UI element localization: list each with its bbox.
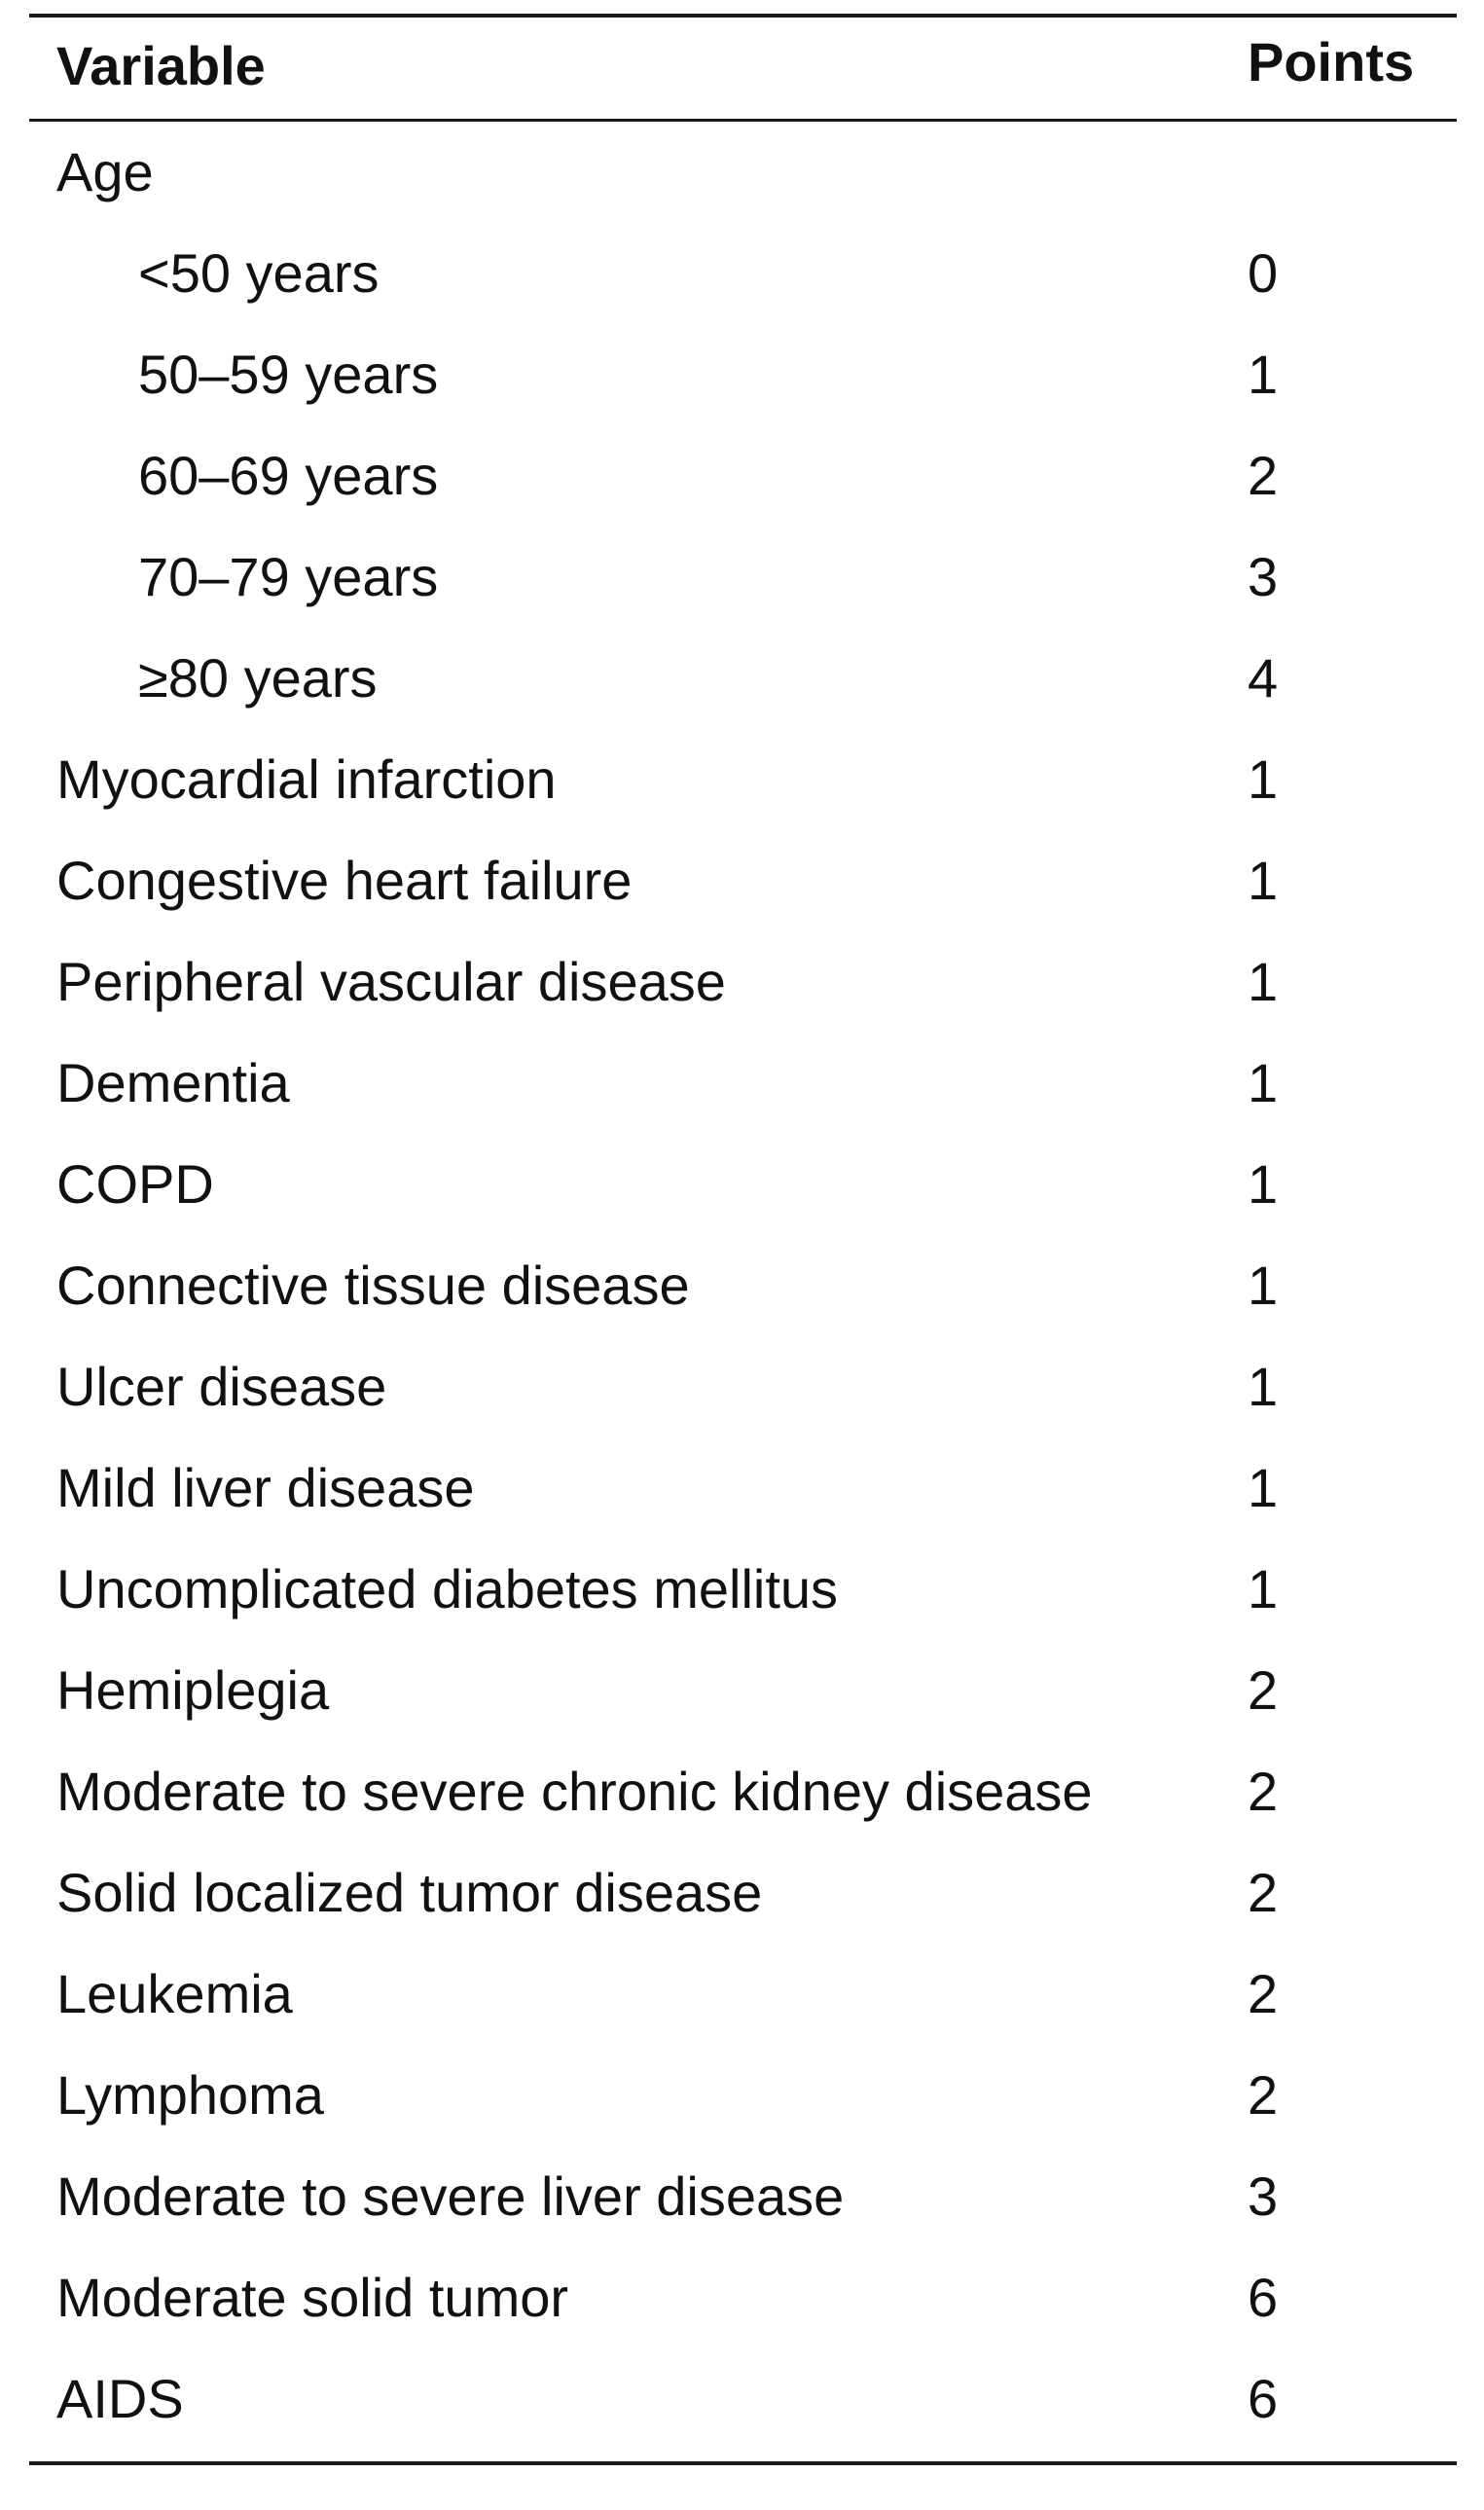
table-row — [29, 1842, 1457, 1944]
row-points-value: 1 — [1248, 1153, 1279, 1215]
table-row — [29, 1033, 1457, 1134]
table-row — [29, 2146, 1457, 2247]
row-variable-label: 60–69 years — [138, 445, 439, 506]
row-variable-label: Peripheral vascular disease — [56, 951, 726, 1012]
row-points-value: 1 — [1248, 344, 1279, 405]
table-body — [29, 122, 1457, 2461]
row-points-value: 2 — [1248, 1862, 1279, 1923]
row-variable-label: Uncomplicated diabetes mellitus — [56, 1558, 839, 1619]
table-row — [29, 1336, 1457, 1437]
table-bottom-rule — [29, 2461, 1457, 2465]
row-points-value: 1 — [1248, 1558, 1279, 1619]
row-variable-label: 70–79 years — [138, 546, 439, 607]
header-points: Points — [1248, 31, 1415, 92]
row-points-value: 2 — [1248, 1761, 1279, 1822]
table-row — [29, 729, 1457, 830]
table-row — [29, 1134, 1457, 1235]
row-points-value: 2 — [1248, 1963, 1279, 2024]
row-points-value: 3 — [1248, 546, 1279, 607]
row-variable-label: <50 years — [138, 242, 380, 304]
row-points-value: 2 — [1248, 2064, 1279, 2126]
row-variable-label: COPD — [56, 1153, 214, 1215]
row-variable-label: 50–59 years — [138, 344, 439, 405]
row-points-value: 1 — [1248, 1052, 1279, 1113]
row-points-value: 1 — [1248, 951, 1279, 1012]
row-variable-label: Myocardial infarction — [56, 748, 557, 810]
row-variable-label: Hemiplegia — [56, 1659, 330, 1721]
row-variable-label: Age — [56, 141, 154, 202]
table-row — [29, 931, 1457, 1033]
row-points-value: 6 — [1248, 2267, 1279, 2328]
table-row — [29, 324, 1457, 425]
table-row — [29, 830, 1457, 931]
table-row — [29, 1437, 1457, 1539]
row-variable-label: Moderate to severe liver disease — [56, 2165, 845, 2227]
row-points-value: 4 — [1248, 647, 1279, 709]
table-row — [29, 2045, 1457, 2146]
row-points-value: 0 — [1248, 242, 1279, 304]
row-variable-label: Lymphoma — [56, 2064, 324, 2126]
row-variable-label: Ulcer disease — [56, 1356, 387, 1417]
table-row — [29, 1640, 1457, 1741]
row-variable-label: Dementia — [56, 1052, 290, 1113]
header-variable: Variable — [56, 35, 266, 96]
row-variable-label: Solid localized tumor disease — [56, 1862, 763, 1923]
row-points-value: 1 — [1248, 1255, 1279, 1316]
row-variable-label: AIDS — [56, 2368, 184, 2429]
table-row — [29, 1235, 1457, 1336]
table-row — [29, 223, 1457, 324]
table-row — [29, 1741, 1457, 1842]
row-variable-label: Moderate solid tumor — [56, 2267, 569, 2328]
table-row — [29, 2247, 1457, 2348]
table-row — [29, 425, 1457, 527]
row-variable-label: Leukemia — [56, 1963, 293, 2024]
row-points-value: 6 — [1248, 2368, 1279, 2429]
table-row — [29, 527, 1457, 628]
row-variable-label: ≥80 years — [138, 647, 378, 709]
row-points-value: 1 — [1248, 748, 1279, 810]
row-points-value: 1 — [1248, 850, 1279, 911]
table-row — [29, 628, 1457, 729]
table-row — [29, 1539, 1457, 1640]
row-variable-label: Connective tissue disease — [56, 1255, 690, 1316]
row-variable-label: Moderate to severe chronic kidney disease — [56, 1761, 1093, 1822]
row-points-value: 1 — [1248, 1457, 1279, 1518]
row-variable-label: Mild liver disease — [56, 1457, 475, 1518]
table-header-row — [29, 18, 1457, 119]
row-points-value: 2 — [1248, 1659, 1279, 1721]
row-points-value: 1 — [1248, 1356, 1279, 1417]
table-row — [29, 2348, 1457, 2450]
row-variable-label: Congestive heart failure — [56, 850, 633, 911]
table-row — [29, 122, 1457, 223]
score-table — [29, 14, 1457, 2465]
row-points-value: 3 — [1248, 2165, 1279, 2227]
row-points-value: 2 — [1248, 445, 1279, 506]
table-row — [29, 1944, 1457, 2045]
